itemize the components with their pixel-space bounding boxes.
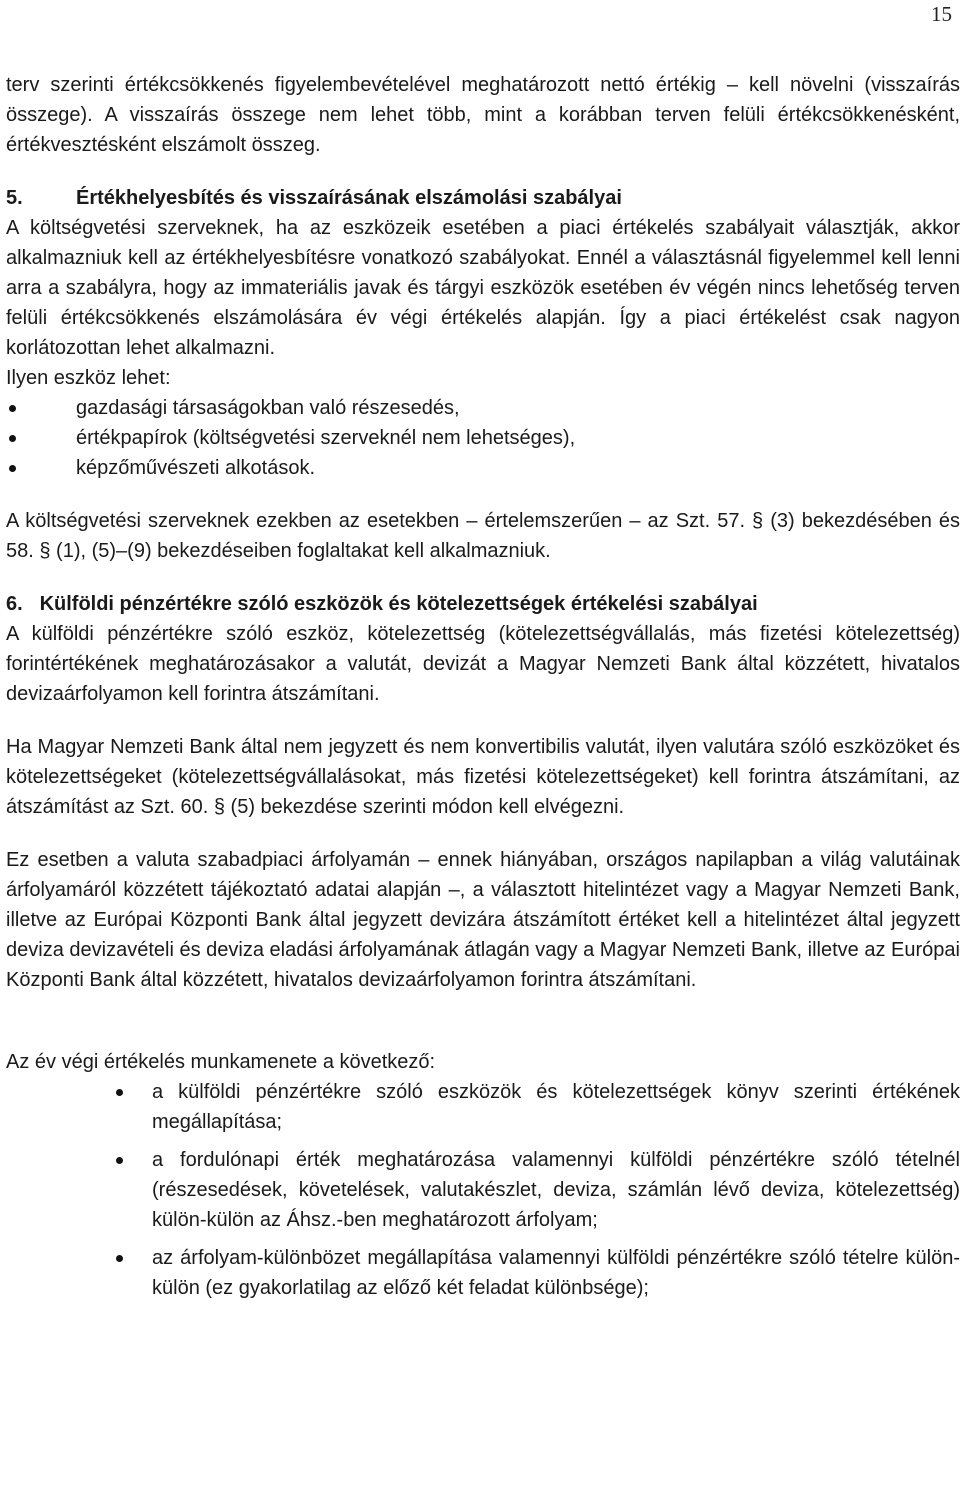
section-6-paragraph-2: Ha Magyar Nemzeti Bank által nem jegyzett és nem konvertibilis valutát, ilyen valutára szóló eszközöket és kötelezettségeket (kötelezettségvállalásokat, más fizetési kötelezettségeket) kell forintra átszámítani, az átszámítást az Szt. 60. § (5) bekezdése szerinti módon kell elvégezni. [6,736,960,818]
bullet-icon [9,435,16,442]
process-intro: Az év végi értékelés munkamenete a következő: [6,1051,436,1073]
section-title: Értékhelyesbítés és visszaírásának elszámolási szabályai [76,187,622,209]
list-item-text: értékpapírok (költségvetési szerveknél nem lehetséges), [76,427,576,449]
list-item [6,453,960,483]
bullet-icon [116,1157,123,1164]
section-6-heading [6,589,960,619]
list-item [6,1243,960,1303]
page-number: 15 [931,2,952,26]
list-item-text: az árfolyam-különbözet megállapítása valamennyi külföldi pénzértékre szóló tételre külön-külön (ez gyakorlatilag az előző két feladat különbsége); [152,1247,960,1299]
section-6-paragraph-1: A külföldi pénzértékre szóló eszköz, kötelezettség (kötelezettségvállalás, más fizetési kötelezettség) forintértékének meghatározásakor a valutát, devizát a Magyar Nemzeti Bank által közzétett, hivatalos devizaárfolyamon kell forintra átszámítani. [6,623,960,705]
section-6-paragraph-3: Ez esetben a valuta szabadpiaci árfolyamán – ennek hiányában, országos napilapban a világ valutáinak árfolyamáról közzétett tájékoztató adatai alapján –, a választott hitelintézet vagy a Magyar Nemzeti Bank, illetve az Európai Központi Bank által jegyzett devizára átszámított értéket kell a hitelintézet által jegyzett deviza devizavételi és deviza eladási árfolyamának átlagán vagy a Magyar Nemzeti Bank, illetve az Európai Központi Bank által közzétett, hivatalos devizaárfolyamon forintra átszámítani. [6,849,960,991]
section-5-paragraph: A költségvetési szerveknek, ha az eszközeik esetében a piaci értékelés szabályait választják, akkor alkalmazniuk kell az értékhelyesbítésre vonatkozó szabályokat. Ennél a választásnál figyelemmel kell lenni arra a szabályra, hogy az immateriális javak és tárgyi eszközök esetében év végén nincs lehetőség terven felüli értékcsökkenés elszámolására év végi értékelés alapján. Így a piaci értékelést csak nagyon korlátozottan lehet alkalmazni. [6,217,960,359]
section-number: 6. [6,593,23,615]
list-item-text: gazdasági társaságokban való részesedés, [76,397,460,419]
section-5-heading [6,183,960,213]
process-list [6,1077,960,1303]
bullet-icon [9,405,16,412]
section-5-closing: A költségvetési szerveknek ezekben az esetekben – értelemszerűen – az Szt. 57. § (3) bekezdésében és 58. § (1), (5)–(9) bekezdéseiben foglaltakat kell alkalmazniuk. [6,510,960,562]
section-number: 5. [6,187,23,209]
list-item-text: a fordulónapi érték meghatározása valamennyi külföldi pénzértékre szóló tételnél (részesedések, követelések, valutakészlet, deviza, számlán lévő deviza, kötelezettség) külön-külön az Áhsz.-ben meghatározott árfolyam; [152,1149,960,1231]
bullet-icon [9,465,16,472]
bullet-icon [116,1089,123,1096]
list-item-text: képzőművészeti alkotások. [76,457,316,479]
document-body [6,70,960,1303]
list-item [6,423,960,453]
list-intro: Ilyen eszköz lehet: [6,367,171,389]
bullet-icon [116,1255,123,1262]
list-item [6,1077,960,1137]
intro-paragraph: terv szerinti értékcsökkenés figyelembevételével meghatározott nettó értékig – kell növelni (visszaírás összege). A visszaírás összege nem lehet több, mint a korábban terven felüli értékcsökkenésként, értékvesztésként elszámolt összeg. [6,74,960,156]
list-item [6,393,960,423]
list-item-text: a külföldi pénzértékre szóló eszközök és kötelezettségek könyv szerinti értékének megállapítása; [152,1081,960,1133]
asset-list [6,393,960,483]
section-title: Külföldi pénzértékre szóló eszközök és kötelezettségek értékelési szabályai [39,593,758,615]
list-item [6,1145,960,1235]
